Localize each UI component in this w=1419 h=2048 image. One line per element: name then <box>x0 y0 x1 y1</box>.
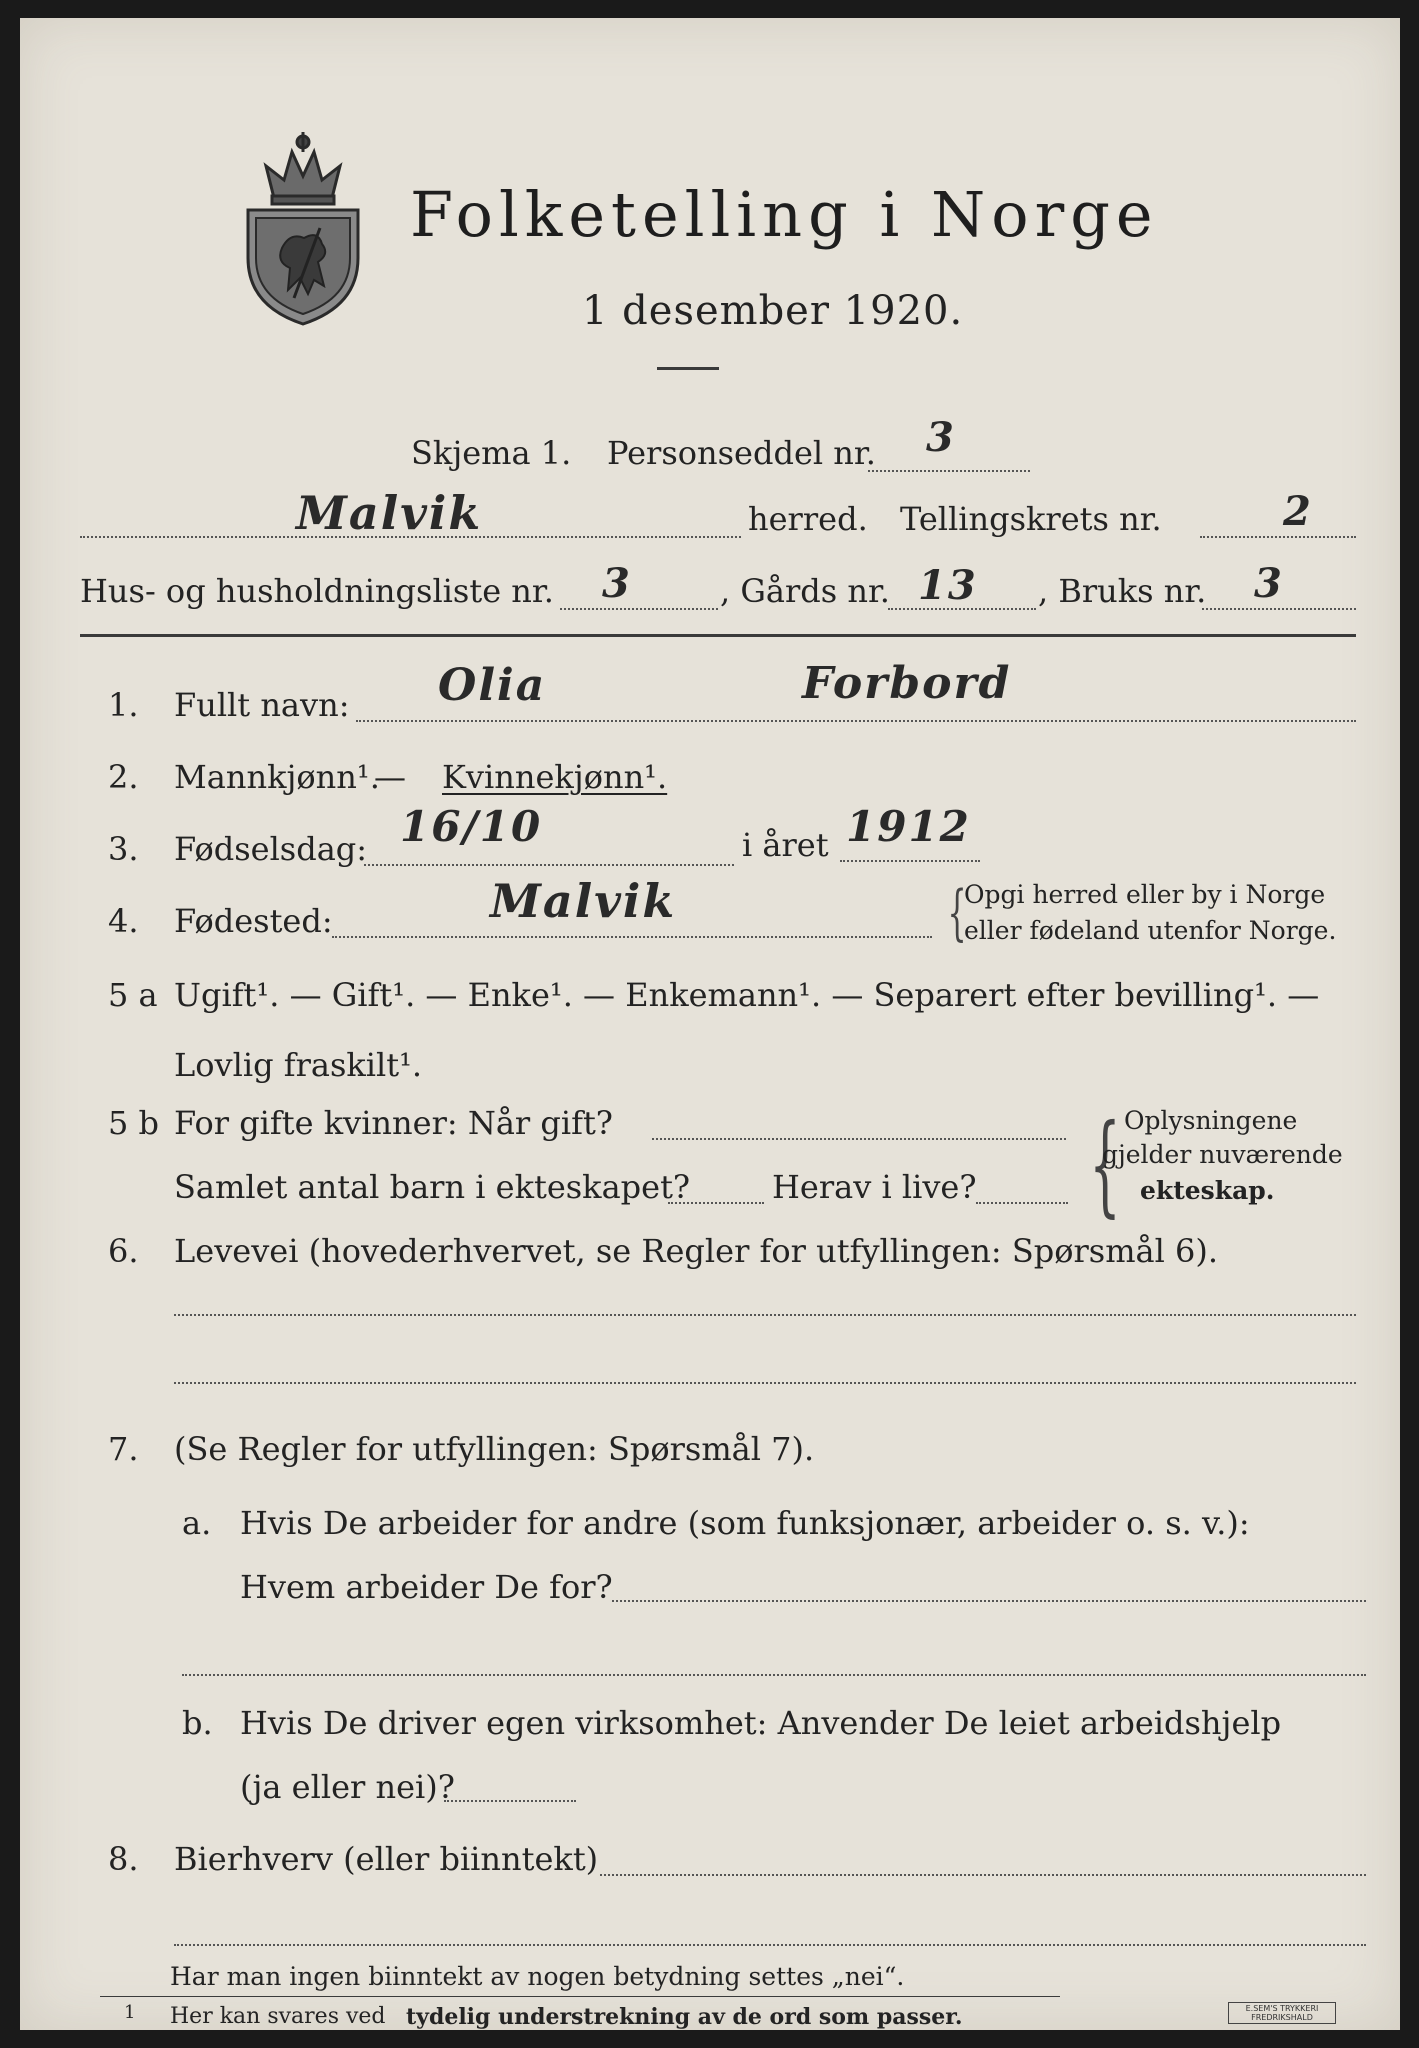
header-rule <box>80 634 1356 637</box>
q4-number: 4. <box>108 902 139 940</box>
census-date: 1 desember 1920. <box>582 288 964 334</box>
q7a-employer-label: Hvem arbeider De for? <box>240 1568 613 1606</box>
footnote-rule <box>100 1996 1060 1997</box>
q7a-letter: a. <box>182 1504 212 1542</box>
q3-label: Fødselsdag: <box>174 830 368 868</box>
q3-number: 3. <box>108 830 139 868</box>
q2-male[interactable]: Mannkjønn¹. <box>174 758 380 796</box>
q1-line <box>356 720 1356 722</box>
q4-label: Fødested: <box>174 902 333 940</box>
q1-first-name[interactable]: Olia <box>438 660 547 711</box>
tellingskrets-value[interactable]: 2 <box>1283 488 1313 535</box>
q8-label: Bierhverv (eller biinntekt) <box>174 1840 599 1878</box>
gards-label: , Gårds nr. <box>720 572 890 610</box>
hus-value[interactable]: 3 <box>602 560 632 607</box>
q5b-married-line <box>652 1138 1066 1140</box>
q3-year-line <box>840 860 980 862</box>
q2-female[interactable]: Kvinnekjønn¹. <box>442 758 668 796</box>
q3-year[interactable]: 1912 <box>846 802 971 851</box>
q4-brace: { <box>947 878 967 948</box>
q6-label: Levevei (hovederhvervet, se Regler for utfyllingen: Spørsmål 6). <box>174 1232 1219 1270</box>
q7a-extra-line[interactable] <box>182 1674 1366 1676</box>
title-divider <box>657 367 719 370</box>
q1-last-name[interactable]: Forbord <box>802 658 1012 709</box>
q5b-children-line <box>668 1202 764 1204</box>
q6-line-1[interactable] <box>174 1314 1356 1316</box>
q8-number: 8. <box>108 1840 139 1878</box>
norway-coat-of-arms-icon <box>234 128 372 328</box>
q8-note: Har man ingen biinntekt av nogen betydning settes „nei“. <box>170 1962 905 1991</box>
form-title: Folketelling i Norge <box>410 178 1159 251</box>
q5b-note-3: ekteskap. <box>1140 1176 1275 1205</box>
q5a-options-2[interactable]: Lovlig fraskilt¹. <box>174 1046 423 1084</box>
hus-label: Hus- og husholdningsliste nr. <box>80 572 554 610</box>
herred-value[interactable]: Malvik <box>296 486 483 540</box>
printer-line-2: FREDRIKSHALD <box>1251 2013 1313 2022</box>
q1-number: 1. <box>108 686 139 724</box>
q7b-letter: b. <box>182 1704 213 1742</box>
q4-note-1: Opgi herred eller by i Norge <box>964 880 1326 909</box>
skjema-label: Skjema 1. <box>411 434 572 472</box>
bruks-value[interactable]: 3 <box>1254 560 1284 607</box>
gards-value[interactable]: 13 <box>918 562 978 609</box>
printer-line-1: E.SEM'S TRYKKERI <box>1245 2004 1319 2013</box>
q5b-note-1: Oplysningene <box>1124 1106 1298 1135</box>
personseddel-line <box>868 470 1030 472</box>
q3-year-label: i året <box>742 826 829 864</box>
q7b-yesno-line[interactable] <box>444 1800 576 1802</box>
q2-number: 2. <box>108 758 139 796</box>
q6-number: 6. <box>108 1232 139 1270</box>
personseddel-value[interactable]: 3 <box>926 414 956 461</box>
q5a-number: 5 a <box>108 976 158 1014</box>
herred-label: herred. <box>748 500 868 538</box>
q5b-label: For gifte kvinner: Når gift? <box>174 1104 613 1142</box>
q7b-yesno-label: (ja eller nei)? <box>240 1768 455 1806</box>
q5b-note-2: gjelder nuværende <box>1102 1140 1343 1169</box>
q5b-alive-label: Herav i live? <box>772 1168 977 1206</box>
personseddel-label: Personseddel nr. <box>607 434 876 472</box>
footnote-text-a: Her kan svares ved <box>170 2004 386 2029</box>
q5a-options[interactable]: Ugift¹. — Gift¹. — Enke¹. — Enkemann¹. — Separert efter bevilling¹. — <box>174 976 1320 1014</box>
bruks-line <box>1202 608 1356 610</box>
q7a-label: Hvis De arbeider for andre (som funksjonær, arbeider o. s. v.): <box>240 1504 1250 1542</box>
printer-stamp <box>1228 2002 1336 2024</box>
q7b-label: Hvis De driver egen virksomhet: Anvender De leiet arbeidshjelp <box>240 1704 1282 1742</box>
q5b-alive-line <box>976 1202 1068 1204</box>
q7-label: (Se Regler for utfyllingen: Spørsmål 7). <box>174 1430 815 1468</box>
q2-dash: — <box>374 758 406 796</box>
q1-label: Fullt navn: <box>174 686 350 724</box>
q7a-employer-line[interactable] <box>612 1600 1366 1602</box>
q5b-brace: { <box>1089 1100 1121 1228</box>
q4-note-2: eller fødeland utenfor Norge. <box>964 916 1337 945</box>
q8-line-2[interactable] <box>174 1944 1366 1946</box>
q3-line <box>364 864 734 866</box>
census-form-sheet <box>20 18 1400 2030</box>
q8-line-1[interactable] <box>600 1874 1366 1876</box>
q4-line <box>332 936 932 938</box>
q5b-number: 5 b <box>108 1104 160 1142</box>
q3-birthday[interactable]: 16/10 <box>400 802 543 851</box>
tellingskrets-line <box>1200 536 1356 538</box>
footnote-number: 1 <box>124 2002 136 2023</box>
q5b-children-label: Samlet antal barn i ekteskapet? <box>174 1168 691 1206</box>
tellingskrets-label: Tellingskrets nr. <box>900 500 1162 538</box>
bruks-label: , Bruks nr. <box>1038 572 1207 610</box>
footnote-text-b: tydelig understrekning av de ord som passer. <box>406 2004 963 2030</box>
hus-line <box>560 608 718 610</box>
q7-number: 7. <box>108 1430 139 1468</box>
q6-line-2[interactable] <box>174 1382 1356 1384</box>
q4-birthplace[interactable]: Malvik <box>490 874 677 928</box>
